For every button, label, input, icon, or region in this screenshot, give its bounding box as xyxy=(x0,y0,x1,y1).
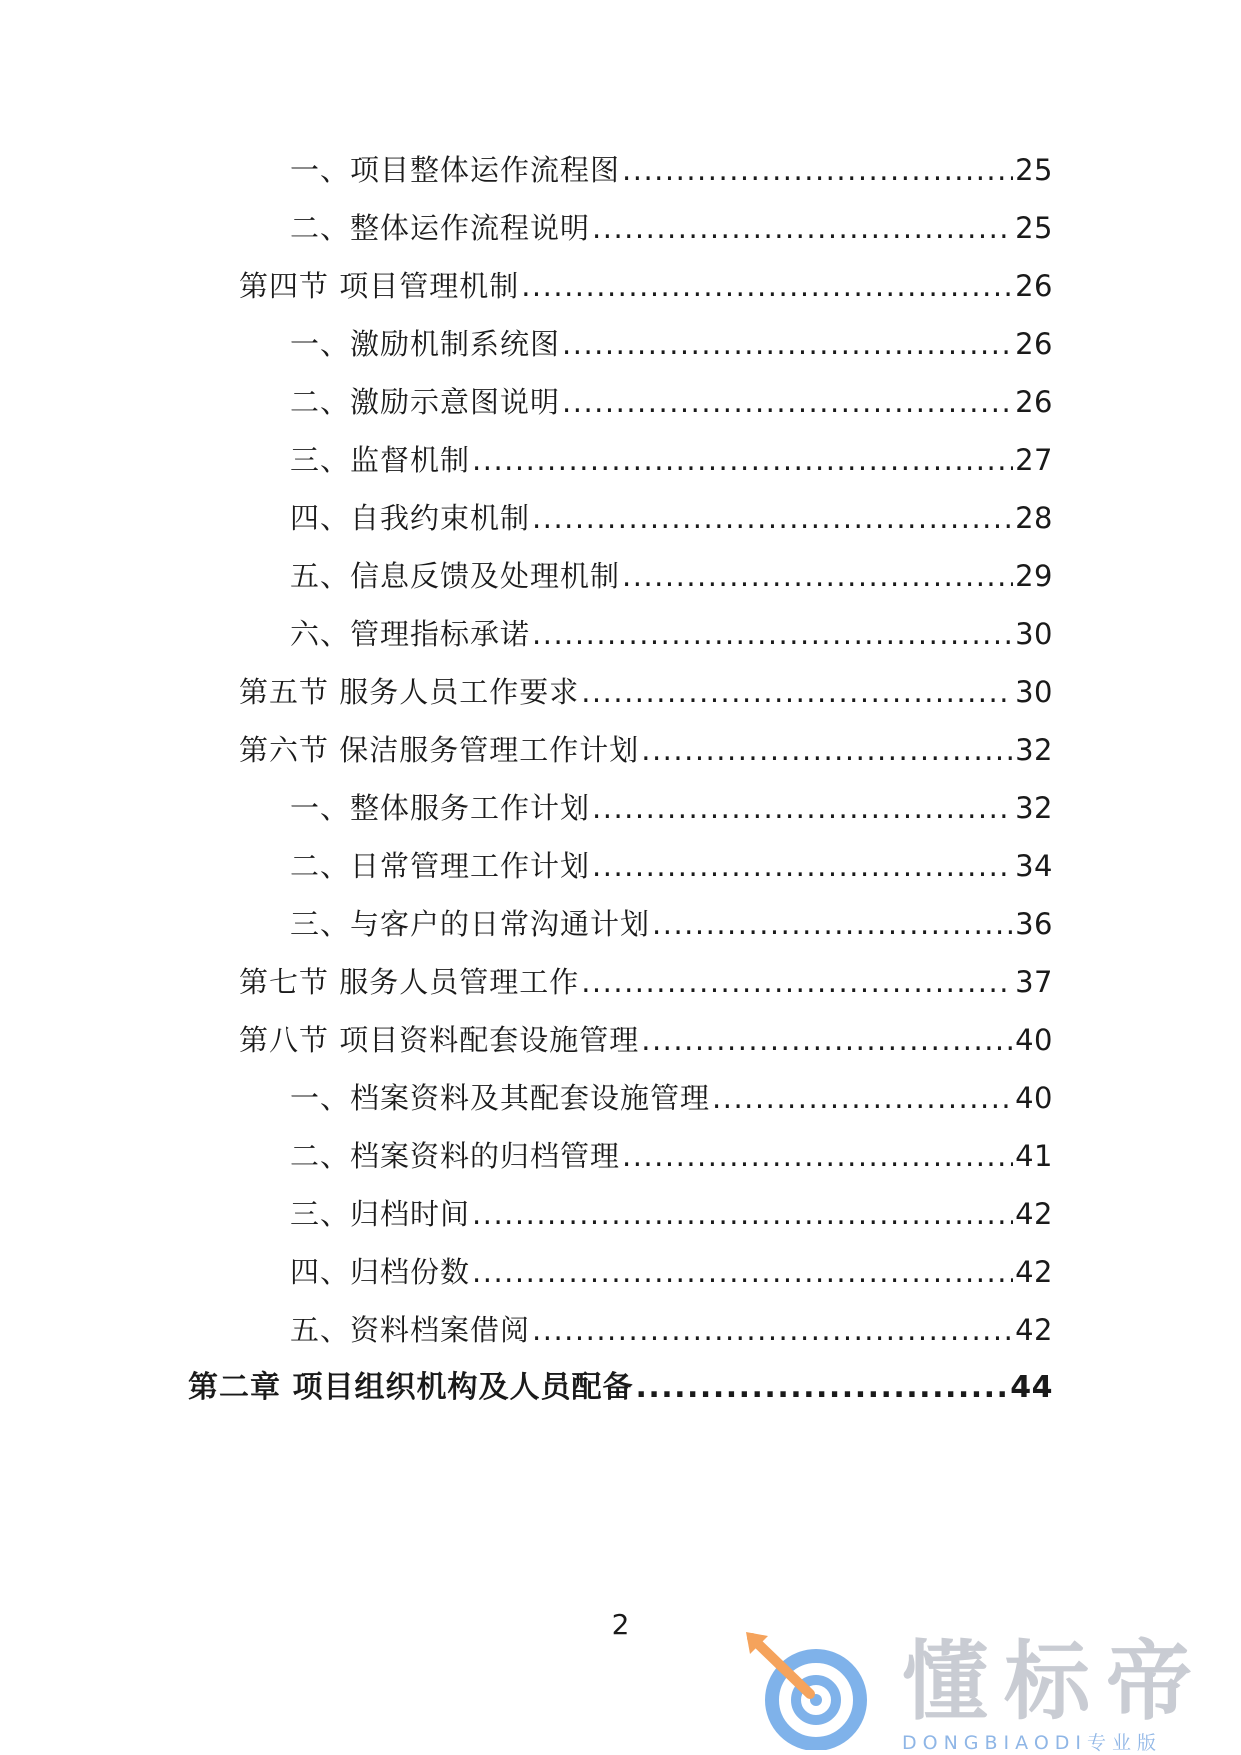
toc-entry-title: 第二章 项目组织机构及人员配备 xyxy=(188,1370,634,1405)
toc-entry[interactable] xyxy=(290,498,1053,538)
toc-entry-title: 第五节 服务人员工作要求 xyxy=(239,675,580,709)
toc-dot-leader xyxy=(581,962,1013,1002)
toc-dot-leader xyxy=(641,730,1013,770)
watermark xyxy=(744,1632,1224,1754)
toc-entry[interactable] xyxy=(239,266,1053,306)
watermark-brand: 懂标帝 xyxy=(902,1632,1208,1732)
toc-entry-title: 二、日常管理工作计划 xyxy=(290,849,591,883)
toc-entry-page: 32 xyxy=(1015,791,1053,825)
toc-entry[interactable] xyxy=(290,382,1053,422)
toc-dot-leader xyxy=(472,1194,1013,1234)
toc-entry-page: 42 xyxy=(1015,1255,1053,1289)
toc-entry-page: 26 xyxy=(1015,269,1053,303)
toc-entry-page: 26 xyxy=(1015,327,1053,361)
toc-dot-leader xyxy=(712,1078,1013,1118)
toc-entry-title: 一、档案资料及其配套设施管理 xyxy=(290,1081,711,1115)
toc-entry-page: 44 xyxy=(1010,1370,1053,1405)
toc-dot-leader xyxy=(562,382,1013,422)
toc-dot-leader xyxy=(635,1368,1008,1408)
toc-entry-page: 34 xyxy=(1015,849,1053,883)
toc-entry-title: 三、监督机制 xyxy=(290,443,471,477)
toc-entry[interactable] xyxy=(290,1252,1053,1292)
toc-entry-title: 三、归档时间 xyxy=(290,1197,471,1231)
toc-dot-leader xyxy=(562,324,1013,364)
toc-entry-title: 第四节 项目管理机制 xyxy=(239,269,520,303)
toc-entry-title: 四、归档份数 xyxy=(290,1255,471,1289)
toc-entry[interactable] xyxy=(290,440,1053,480)
page-number: 2 xyxy=(611,1608,630,1641)
toc-dot-leader xyxy=(622,556,1013,596)
toc-entry-title: 二、整体运作流程说明 xyxy=(290,211,591,245)
toc-entry-page: 29 xyxy=(1015,559,1053,593)
toc-dot-leader xyxy=(592,788,1013,828)
toc-dot-leader xyxy=(641,1020,1013,1060)
toc-entry-page: 36 xyxy=(1015,907,1053,941)
toc-dot-leader xyxy=(652,904,1013,944)
toc-dot-leader xyxy=(622,1136,1013,1176)
toc-dot-leader xyxy=(472,440,1013,480)
toc-entry-page: 30 xyxy=(1015,675,1053,709)
watermark-subtitle: DONGBIAODI专业版 xyxy=(902,1732,1163,1754)
toc-entry-title: 一、整体服务工作计划 xyxy=(290,791,591,825)
toc-dot-leader xyxy=(532,614,1013,654)
toc-entry-page: 28 xyxy=(1015,501,1053,535)
toc-entry-page: 25 xyxy=(1015,153,1053,187)
target-logo-icon xyxy=(744,1632,894,1750)
toc-entry[interactable] xyxy=(239,672,1053,712)
toc-entry[interactable] xyxy=(290,208,1053,248)
toc-entry[interactable] xyxy=(239,730,1053,770)
toc-entry[interactable] xyxy=(290,614,1053,654)
toc-dot-leader xyxy=(592,846,1013,886)
toc-entry[interactable] xyxy=(239,962,1053,1002)
toc-entry[interactable] xyxy=(239,1020,1053,1060)
toc-entry-title: 五、信息反馈及处理机制 xyxy=(290,559,621,593)
toc-entry[interactable] xyxy=(290,1310,1053,1350)
toc-entry-page: 37 xyxy=(1015,965,1053,999)
toc-entry[interactable] xyxy=(290,1078,1053,1118)
toc-entry-title: 二、激励示意图说明 xyxy=(290,385,561,419)
toc-dot-leader xyxy=(521,266,1013,306)
toc-dot-leader xyxy=(581,672,1013,712)
toc-entry[interactable] xyxy=(290,788,1053,828)
toc-entry[interactable] xyxy=(290,1194,1053,1234)
toc-entry-title: 四、自我约束机制 xyxy=(290,501,531,535)
toc-entry[interactable] xyxy=(290,1136,1053,1176)
toc-entry-title: 二、档案资料的归档管理 xyxy=(290,1139,621,1173)
toc-entry-title: 一、激励机制系统图 xyxy=(290,327,561,361)
toc-entry-page: 25 xyxy=(1015,211,1053,245)
toc-entry-page: 40 xyxy=(1015,1081,1053,1115)
toc-entry-title: 第七节 服务人员管理工作 xyxy=(239,965,580,999)
toc-dot-leader xyxy=(532,498,1013,538)
toc-dot-leader xyxy=(592,208,1013,248)
toc-entry-page: 40 xyxy=(1015,1023,1053,1057)
toc-dot-leader xyxy=(532,1310,1013,1350)
toc-entry-title: 一、项目整体运作流程图 xyxy=(290,153,621,187)
toc-entry-page: 41 xyxy=(1015,1139,1053,1173)
toc-entry-page: 32 xyxy=(1015,733,1053,767)
toc-entry-page: 42 xyxy=(1015,1197,1053,1231)
toc-entry[interactable] xyxy=(290,556,1053,596)
toc-entry-title: 六、管理指标承诺 xyxy=(290,617,531,651)
toc-entry[interactable] xyxy=(290,150,1053,190)
toc-entry[interactable] xyxy=(290,846,1053,886)
toc-entry-page: 26 xyxy=(1015,385,1053,419)
toc-entry[interactable] xyxy=(290,904,1053,944)
toc-entry-title: 第八节 项目资料配套设施管理 xyxy=(239,1023,640,1057)
toc-entry-page: 42 xyxy=(1015,1313,1053,1347)
toc-entry-page: 30 xyxy=(1015,617,1053,651)
toc-entry[interactable] xyxy=(290,324,1053,364)
toc-entry-title: 三、与客户的日常沟通计划 xyxy=(290,907,651,941)
toc-entry-title: 五、资料档案借阅 xyxy=(290,1313,531,1347)
toc-dot-leader xyxy=(622,150,1013,190)
toc-entry-page: 27 xyxy=(1015,443,1053,477)
toc-entry-title: 第六节 保洁服务管理工作计划 xyxy=(239,733,640,767)
toc-dot-leader xyxy=(472,1252,1013,1292)
toc-chapter-entry[interactable] xyxy=(188,1368,1053,1408)
